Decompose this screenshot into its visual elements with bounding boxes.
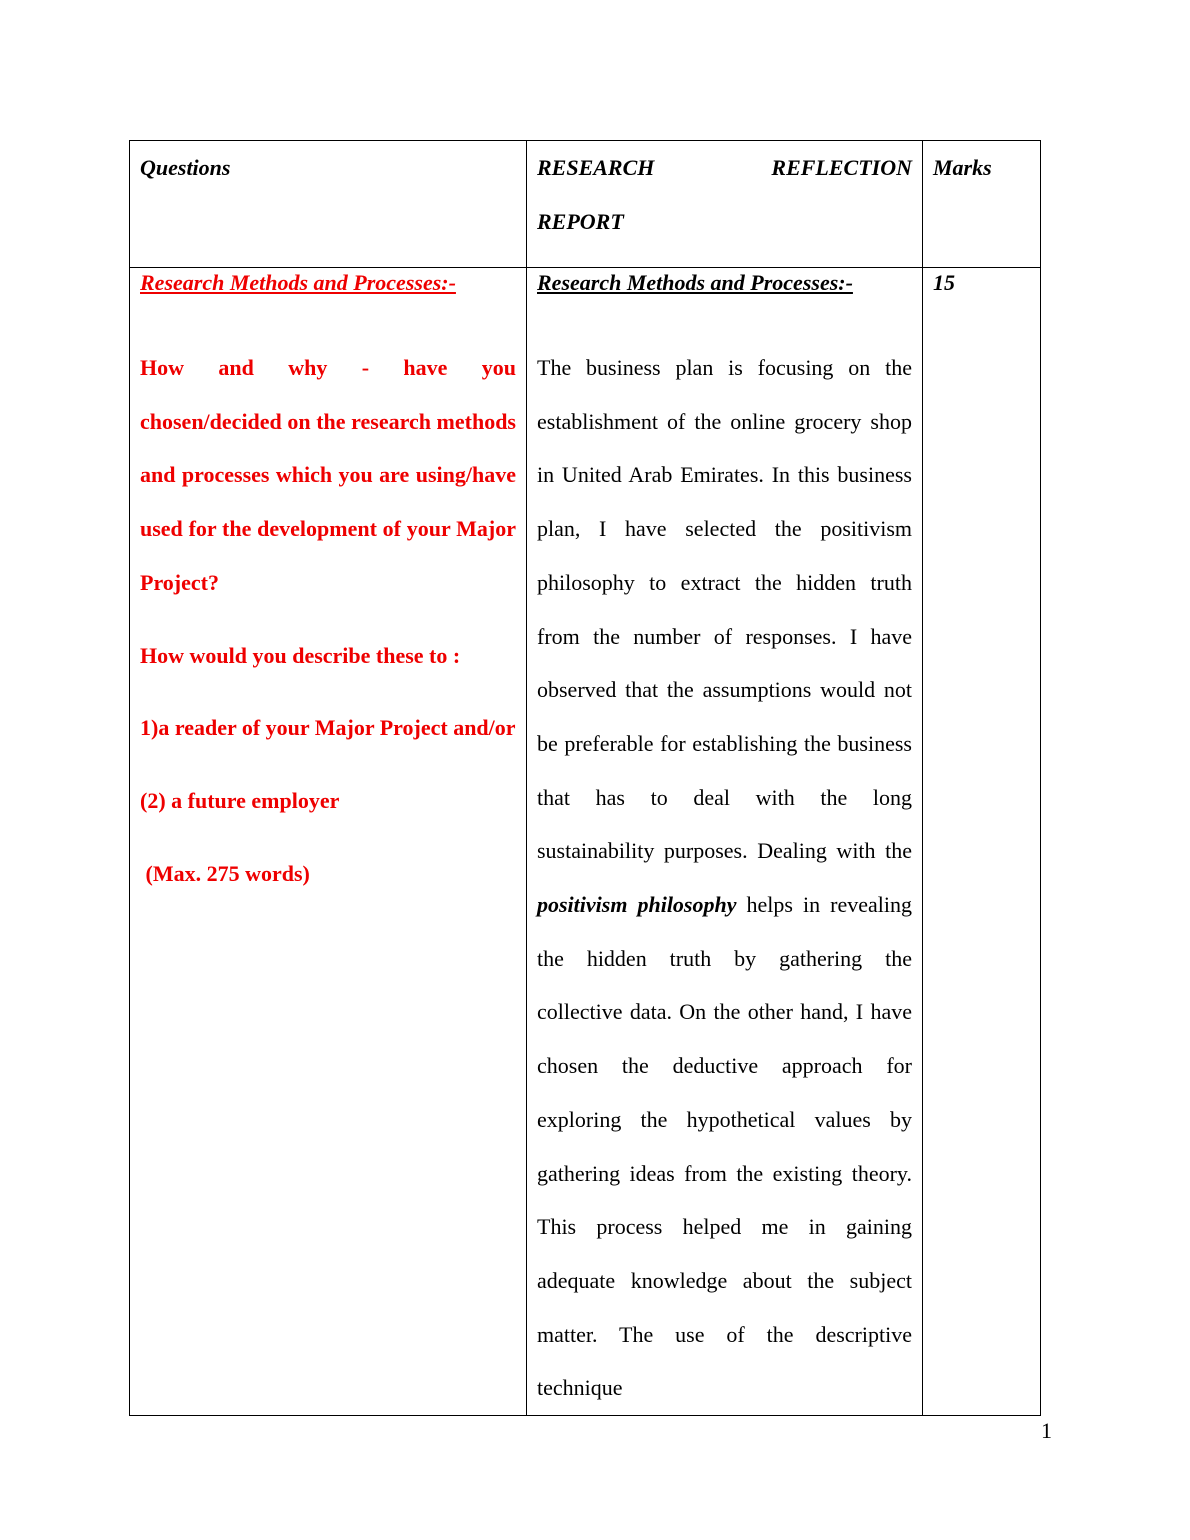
answer-cell <box>527 268 923 1416</box>
table-header-row <box>130 141 1041 268</box>
marks-header-cell <box>923 141 1041 268</box>
report-header-word-reflection: REFLECTION <box>771 155 912 180</box>
question-option-2: (2) a future employer <box>140 787 340 813</box>
answer-text-part-1: The business plan is focusing on the establishment of the online grocery shop in United Arab Emirates. In this business plan, I have selected the positivism philosophy to extract the hidden truth from the number of responses. I have observed that the assumptions would not be preferable for establishing the business that has to deal with the long sustainability purposes. Dealing with the <box>537 355 912 864</box>
questions-header-cell <box>130 141 527 268</box>
answer-text-part-2: helps in revealing the hidden truth by gathering the collective data. On the other hand, I have chosen the deductive approach for exploring the hypothetical values by gathering ideas from the existing theory. This process helped me in gaining adequate knowledge about the subject matter. The use of the descriptive technique <box>537 892 912 1401</box>
table-content-row <box>130 268 1041 1416</box>
question-main-text: How and why - have you chosen/decided on the research methods and processes which you are using/have used for the development of your Major Project? <box>140 355 516 595</box>
report-header-cell <box>527 141 923 268</box>
marks-value: 15 <box>933 270 955 295</box>
answer-emphasis: positivism philosophy <box>537 892 737 918</box>
question-word-limit: (Max. 275 words) <box>140 860 310 886</box>
report-header-line2: REPORT <box>537 208 624 234</box>
reflection-table <box>129 140 1041 1416</box>
questions-header: Questions <box>140 155 231 180</box>
question-describe-text: How would you describe these to : <box>140 642 461 668</box>
marks-header: Marks <box>933 155 992 180</box>
report-header-line1 <box>537 141 912 195</box>
question-cell <box>130 268 527 1416</box>
marks-cell <box>923 268 1041 1416</box>
question-heading: Research Methods and Processes:- <box>140 270 456 295</box>
report-header-word-research: RESEARCH <box>537 155 655 180</box>
question-option-1: 1)a reader of your Major Project and/or <box>140 715 516 741</box>
answer-heading: Research Methods and Processes:- <box>537 270 853 295</box>
answer-paragraph <box>537 341 912 1415</box>
page-number: 1 <box>1041 1418 1052 1443</box>
